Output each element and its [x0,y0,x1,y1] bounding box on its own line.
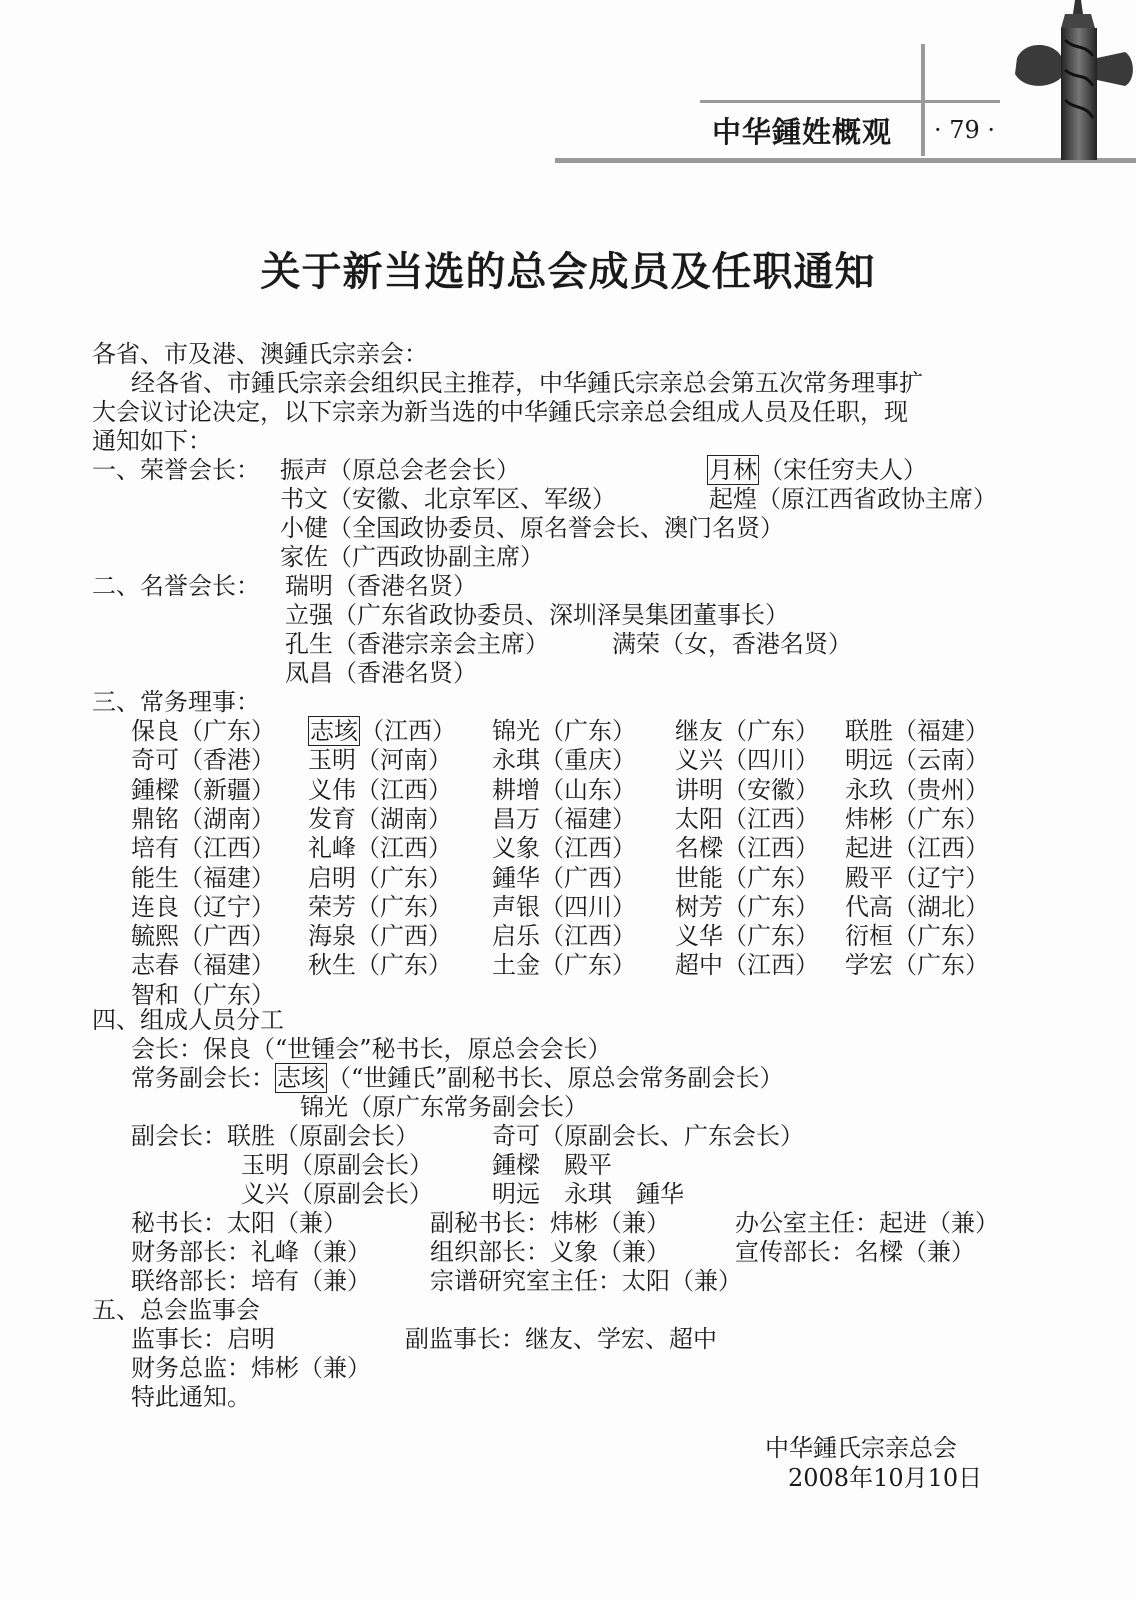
standing-director: 奇可（香港） [131,746,275,774]
honorary-president-6: 家佐（广西政协副主席） [280,543,544,571]
book-title: 中华鍾姓概观 [712,115,893,149]
standing-director: 昌万（福建） [492,805,636,833]
boxed-name: 月林 [709,456,757,484]
section-5-label: 五、总会监事会 [92,1296,260,1324]
section-3-label: 三、常务理事： [92,688,260,716]
page-number: · 79 · [934,116,996,144]
standing-director: 秋生（广东） [308,951,452,979]
signature-org: 中华鍾氏宗亲总会 [765,1434,957,1462]
standing-director: 荣芳（广东） [308,893,452,921]
publicity-minister: 宣传部长：名樑（兼） [735,1238,975,1266]
name-note: （宋任穷夫人） [759,456,927,484]
exec-vp-line-2: 锦光（原广东常务副会长） [300,1093,588,1121]
header-rule-upper [700,100,1000,103]
standing-director: 联胜（福建） [845,717,989,745]
standing-director: 太阳（江西） [675,805,819,833]
standing-director: 代高（湖北） [845,893,989,921]
section-1-label: 一、荣誉会长： [92,456,260,484]
boxed-name: 志垓 [310,717,358,745]
standing-director: 保良（广东） [131,717,275,745]
intro-line-1: 经各省、市鍾氏宗亲会组织民主推荐，中华鍾氏宗亲总会第五次常务理事扩 [131,369,923,397]
section-4-label: 四、组成人员分工 [92,1006,284,1034]
deputy-supervisors: 副监事长：继友、学宏、超中 [405,1325,717,1353]
standing-director: 讲明（安徽） [675,776,819,804]
standing-director: 能生（福建） [131,864,275,892]
honorary-president-3: 书文（安徽、北京军区、军级） [280,485,616,513]
vp-line-3b: 明远 永琪 鍾华 [492,1180,684,1208]
standing-director: 起进（江西） [845,834,989,862]
secretary-general: 秘书长：太阳（兼） [131,1209,347,1237]
standing-director: 义象（江西） [492,834,636,862]
emeritus-president-2: 立强（广东省政协委员、深圳泽昊集团董事长） [285,601,789,629]
emeritus-president-3: 孔生（香港宗亲会主席） [285,630,549,658]
exec-vp-line [131,1064,784,1093]
standing-director: 志春（福建） [131,951,275,979]
liaison-minister: 联络部长：培有（兼） [131,1267,371,1295]
honorary-president-2 [707,456,927,485]
standing-director: 殿平（辽宁） [845,864,989,892]
standing-director: 锦光（广东） [492,717,636,745]
honorary-president-1: 振声（原总会老会长） [280,456,520,484]
finance-minister: 财务部长：礼峰（兼） [131,1238,371,1266]
standing-director: 毓熙（广西） [131,922,275,950]
standing-director: 礼峰（江西） [308,834,452,862]
standing-director: 继友（广东） [675,717,819,745]
emeritus-president-5: 凤昌（香港名贤） [285,659,477,687]
president-line: 会长：保良（“世锺会”秘书长，原总会会长） [131,1035,612,1063]
standing-director: 玉明（河南） [308,746,452,774]
standing-director: 名樑（江西） [675,834,819,862]
signature-date: 2008年10月10日 [788,1464,983,1492]
exec-vp-note: （“世鍾氏”副秘书长、原总会常务副会长） [327,1064,784,1092]
honorary-president-4: 起煌（原江西省政协主席） [709,485,997,513]
organization-minister: 组织部长：义象（兼） [430,1238,670,1266]
boxed-name: 志垓 [277,1064,325,1092]
chief-supervisor: 监事长：启明 [131,1325,275,1353]
honorary-president-5: 小健（全国政协委员、原名誉会长、澳门名贤） [280,514,784,542]
exec-vp-label: 常务副会长： [131,1064,275,1092]
standing-director: 学宏（广东） [845,951,989,979]
standing-director: 海泉（广西） [308,922,452,950]
standing-director: 发育（湖南） [308,805,452,833]
huabiao-pillar-icon [1005,0,1136,160]
standing-director: 世能（广东） [675,864,819,892]
standing-director: 声银（四川） [492,893,636,921]
standing-director: 永玖（贵州） [845,776,989,804]
standing-director: 培有（江西） [131,834,275,862]
standing-director: 土金（广东） [492,951,636,979]
standing-director: 炜彬（广东） [845,805,989,833]
genealogy-director: 宗谱研究室主任：太阳（兼） [430,1267,742,1295]
standing-director: 树芳（广东） [675,893,819,921]
vp-line-1a: 副会长：联胜（原副会长） [131,1122,419,1150]
standing-director: 鍾樑（新疆） [131,776,275,804]
salutation: 各省、市及港、澳鍾氏宗亲会： [92,340,428,368]
vp-line-2a: 玉明（原副会长） [241,1151,433,1179]
standing-director: 耕增（山东） [492,776,636,804]
emeritus-president-1: 瑞明（香港名贤） [285,572,477,600]
standing-director: 衍桓（广东） [845,922,989,950]
standing-director: 义兴（四川） [675,746,819,774]
standing-director [308,717,456,746]
standing-director: 义伟（江西） [308,776,452,804]
deputy-secretary-general: 副秘书长：炜彬（兼） [430,1209,670,1237]
standing-director: 智和（广东） [131,981,275,1009]
standing-director: 连良（辽宁） [131,893,275,921]
intro-line-3: 通知如下： [92,427,212,455]
closing-line: 特此通知。 [131,1383,251,1411]
vp-line-2b: 鍾樑 殿平 [492,1151,612,1179]
vp-line-3a: 义兴（原副会长） [241,1180,433,1208]
standing-director: 明远（云南） [845,746,989,774]
name-note: （江西） [360,717,456,745]
standing-director: 启明（广东） [308,864,452,892]
finance-director: 财务总监：炜彬（兼） [131,1354,371,1382]
standing-director: 鼎铭（湖南） [131,805,275,833]
standing-director: 超中（江西） [675,951,819,979]
standing-director: 永琪（重庆） [492,746,636,774]
vp-line-1b: 奇可（原副会长、广东会长） [492,1122,804,1150]
office-director: 办公室主任：起进（兼） [735,1209,999,1237]
standing-director: 义华（广东） [675,922,819,950]
standing-director: 鍾华（广西） [492,864,636,892]
standing-director: 启乐（江西） [492,922,636,950]
intro-line-2: 大会议讨论决定，以下宗亲为新当选的中华鍾氏宗亲总会组成人员及任职，现 [92,398,908,426]
section-2-label: 二、名誉会长： [92,572,260,600]
document-title: 关于新当选的总会成员及任职通知 [260,249,876,295]
emeritus-president-4: 满荣（女，香港名贤） [612,630,852,658]
